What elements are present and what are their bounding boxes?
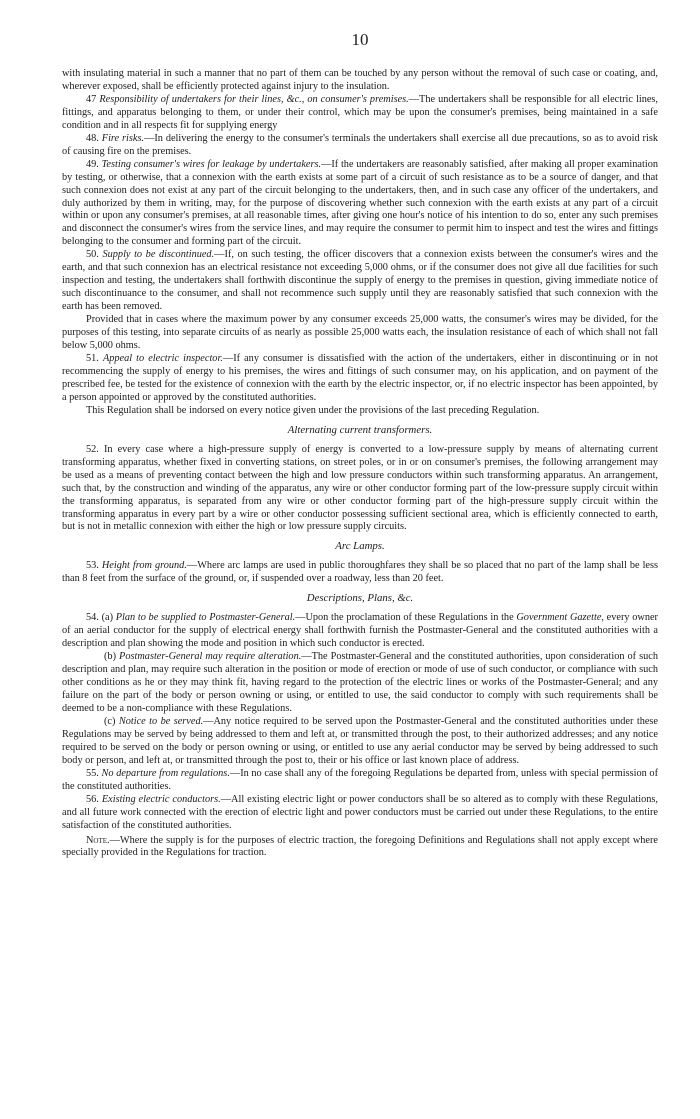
regulation-55 (62, 768, 658, 794)
regulation-50 (62, 249, 658, 314)
regulation-text: —If any consumer is dissatisfied with the action of the undertakers, either in discontinuing or in not recommencing the supply of energy to his premises, the wires and fittings of such consumer may, on his application, and on payment of the prescribed fee, be tested for the existence of connexion with the earth by the electric inspector, or, if no electric inspector has been appointed, by a person appointed or approved by the constituted authorities. (62, 352, 659, 403)
regulation-number: 50. (86, 249, 99, 261)
regulation-title: Fire risks. (101, 132, 145, 144)
regulation-title: Supply to be discontinued. (102, 249, 215, 261)
regulation-50-proviso (62, 314, 658, 353)
page-number: 10 (351, 30, 369, 49)
regulation-52 (62, 444, 658, 535)
regulation-title: Appeal to electric inspector. (102, 352, 223, 364)
gazette-title: Government Gazette, (516, 612, 604, 624)
regulation-56 (62, 794, 658, 833)
paragraph-text: Provided that in cases where the maximum power by any consumer exceeds 25,000 watts, the consumer's wires may be divided, for the purposes of this testing, into separate circuits of as nearly as possible 25,000 watts each, the insulation resistance of each of which shall not fall below 5,000 ohms. (62, 314, 658, 352)
regulation-54b (62, 651, 658, 716)
regulation-54a (62, 612, 658, 651)
paragraph-text: This Regulation shall be indorsed on every notice given under the provisions of the last preceding Regulation. (86, 404, 540, 416)
regulation-title: No departure from regulations. (101, 767, 230, 779)
regulation-text: —In delivering the energy to the consumer's terminals the undertakers shall exercise all due precautions, so as to avoid risk of causing fire on the premises. (62, 132, 659, 157)
paragraph-intro (62, 68, 658, 94)
regulation-number: 53. (86, 560, 99, 572)
regulation-number: 56. (86, 793, 99, 805)
regulation-54c (62, 716, 658, 768)
regulation-text: —All existing electric light or power conductors shall be so altered as to comply with these Regulations, and all future work connected with the erection of electric light and power conductors must be carried out under these Regulations, to the entire satisfaction of the constituted authorities. (62, 793, 658, 831)
regulation-text: —In no case shall any of the foregoing Regulations be departed from, unless with special permission of the constituted authorities. (62, 767, 658, 792)
paragraph-text: with insulating material in such a manner that no part of them can be touched by any person without the removal of such case or coating, and, wherever exposed, shall be efficiently protected against injury to the insulation. (62, 68, 658, 92)
regulation-text: In every case where a high-pressure supply of energy is converted to a low-pressure supply by means of alternating current transforming apparatus, whether fixed in converting stations, on street poles, or in or on consumer's premises, the following arrangement may be used as a means of preventing contact between the high and low pressure conductors within such transforming apparatus. An arrangement, such that, by the construction and winding of the apparatus, any wire or other conductor forming part of the low-pressure supply circuit within the transforming apparatus, is separated from any wire or other conductor forming part of the high-pressure supply circuit within the transforming apparatus in every part by a wire or other conductor possessing sufficient sectional area, which is efficiently connected to earth, but is not in metallic connexion with either the high or low pressure supply circuits. (62, 443, 659, 533)
regulation-number: 52. (86, 443, 99, 455)
regulation-number: 48. (86, 132, 99, 144)
note-label: Note. (86, 834, 110, 846)
regulation-text: —Upon the proclamation of these Regulations in the (295, 612, 517, 624)
regulation-text: —Any notice required to be served upon the Postmaster-General and the constituted authorities under these Regulations may be served by being addressed to them and left at, or transmitted through the post, to their authorized addresses; and any notice required to be served on the body or person owning or using, or entitled to use any aerial conductor may be served by being addressed to such body or person, and left at, or transmitted through the post to, their or his office or last known place of address. (62, 715, 658, 766)
regulation-number: 54. (a) (86, 612, 113, 624)
section-heading-arc-lamps: Arc Lamps. (335, 540, 385, 553)
section-heading-descriptions: Descriptions, Plans, &c. (306, 592, 414, 605)
regulation-text: —If the undertakers are reasonably satisfied, after making all proper examination by testing, or otherwise, that a connexion with the earth exists at some part of a circuit of such resistance as to be a source of danger, and that such connexion does not exist at any part of the circuit belonging to the undertakers, then, and in such case any officer of the undertakers, and duly authorized by them in writing, may, for the purpose of discovering whether such connexion with the earth exists at any part of a circuit within or upon any consumer's premises, at all reasonable times, after giving one hour's notice of his intention to do so, enter any such premises and disconnect the consumer's wires from the service lines, and may require the consumer to permit him to inspect and test the wires and fittings belonging to the consumer and forming part of the circuit. (62, 158, 658, 248)
regulation-51 (62, 353, 658, 405)
regulation-number: (c) (104, 715, 116, 727)
regulation-text: —The Postmaster-General and the constituted authorities, upon consideration of such description and plan, may require such alteration in the position or mode of erection or mode of use of such conductor, or compliance with such other conditions as he or they may think fit, having regard to the protection of the electric lines or works of the Postmaster-General; and any failure on the part of the body or person owning or using, or entitled to use, the said conductor to comply with such requirements shall be deemed to be a non-compliance with these Regulations. (62, 651, 658, 714)
regulation-text: every owner of an aerial conductor for the supply of electrical energy shall forthwith furnish the Postmaster-General and the constituted authorities with a description and plan showing the mode and position in which such conductor is erected. (62, 612, 658, 650)
regulation-number: 47 (86, 93, 97, 105)
regulation-51-note (62, 405, 658, 418)
regulation-title: Notice to be served. (118, 715, 204, 727)
regulation-text: —If, on such testing, the officer discovers that a connexion exists between the consumer's wires and the earth, and that such connexion has an electrical resistance not exceeding 5,000 ohms, or if the consumer does not give all due facilities for such inspection and testing, the undertakers shall forthwith discontinue the supply of energy to the premises in question, giving immediate notice of such discontinuance to the consumer, and shall not recommence such supply until they are reasonably satisfied that such connexion with the earth has been removed. (62, 249, 659, 313)
regulation-title: Responsibility of undertakers for their lines, &c., on consumer's premises. (99, 93, 409, 105)
regulation-53 (62, 560, 658, 586)
note-text: —Where the supply is for the purposes of electric traction, the foregoing Definitions and Regulations shall not apply except where specially provided in the Regulations for traction. (62, 834, 658, 859)
regulation-text: —The undertakers shall be responsible for all electric lines, fittings, and apparatus belonging to them, or under their control, which may be upon the consumer's premises, being maintained in a safe condition and in all respects fit for supplying energy (62, 93, 659, 131)
regulation-title: Height from ground. (101, 560, 187, 572)
section-heading-alternating-current: Alternating current transformers. (287, 423, 433, 436)
regulation-47 (62, 94, 658, 133)
regulation-title: Plan to be supplied to Postmaster-General. (115, 612, 296, 624)
regulation-number: 49. (86, 158, 99, 170)
footnote (62, 835, 658, 861)
regulation-title: Postmaster-General may require alteration. (119, 651, 302, 663)
regulation-49 (62, 159, 658, 250)
regulation-text: —Where arc lamps are used in public thoroughfares they shall be so placed that no part of the lamp shall be less than 8 feet from the surface of the ground, or, if suspended over a roadway, less than 20 feet. (62, 560, 659, 585)
regulation-title: Existing electric conductors. (101, 793, 221, 805)
regulation-number: (b) (104, 651, 117, 663)
regulation-number: 55. (86, 767, 99, 779)
regulation-48 (62, 133, 658, 159)
regulation-title: Testing consumer's wires for leakage by undertakers. (101, 158, 322, 170)
regulation-number: 51. (86, 352, 99, 364)
